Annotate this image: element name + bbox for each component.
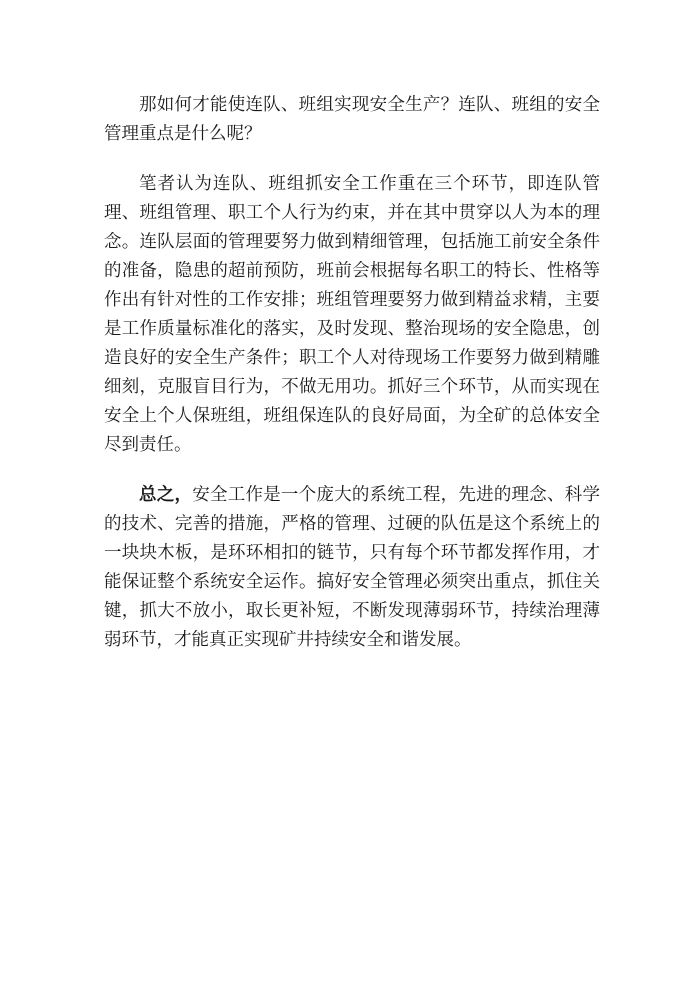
- paragraph-three-links: [104, 170, 600, 460]
- paragraph-question: [104, 91, 600, 149]
- paragraph-three-links-text: 笔者认为连队、班组抓安全工作重在三个环节，即连队管理、班组管理、职工个人行为约束，并在其中贯穿以人为本的理念。连队层面的管理要努力做到精细管理，包括施工前安全条件的准备，隐患的超前预防，班前会根据每名职工的特长、性格等作出有针对性的工作安排；班组管理要努力做到精益求精，主要是工作质量标准化的落实，及时发现、整治现场的安全隐患，创造良好的安全生产条件；职工个人对待现场工作要努力做到精雕细刻，克服盲目行为，不做无用功。抓好三个环节，从而实现在安全上个人保班组，班组保连队的良好局面，为全矿的总体安全尽到责任。: [104, 174, 600, 455]
- paragraph-conclusion: [104, 481, 600, 655]
- paragraph-question-text: 那如何才能使连队、班组实现安全生产？连队、班组的安全管理重点是什么呢？: [104, 95, 600, 144]
- document-body: [104, 91, 600, 676]
- paragraph-conclusion-text: 安全工作是一个庞大的系统工程，先进的理念、科学的技术、完善的措施，严格的管理、过硬的队伍是这个系统上的一块块木板，是环环相扣的链节，只有每个环节都发挥作用，才能保证整个系统安全运作。搞好安全管理必须突出重点，抓住关键，抓大不放小，取长更补短，不断发现薄弱环节，持续治理薄弱环节，才能真正实现矿井持续安全和谐发展。: [104, 485, 601, 650]
- conclusion-lead: 总之，: [139, 485, 193, 505]
